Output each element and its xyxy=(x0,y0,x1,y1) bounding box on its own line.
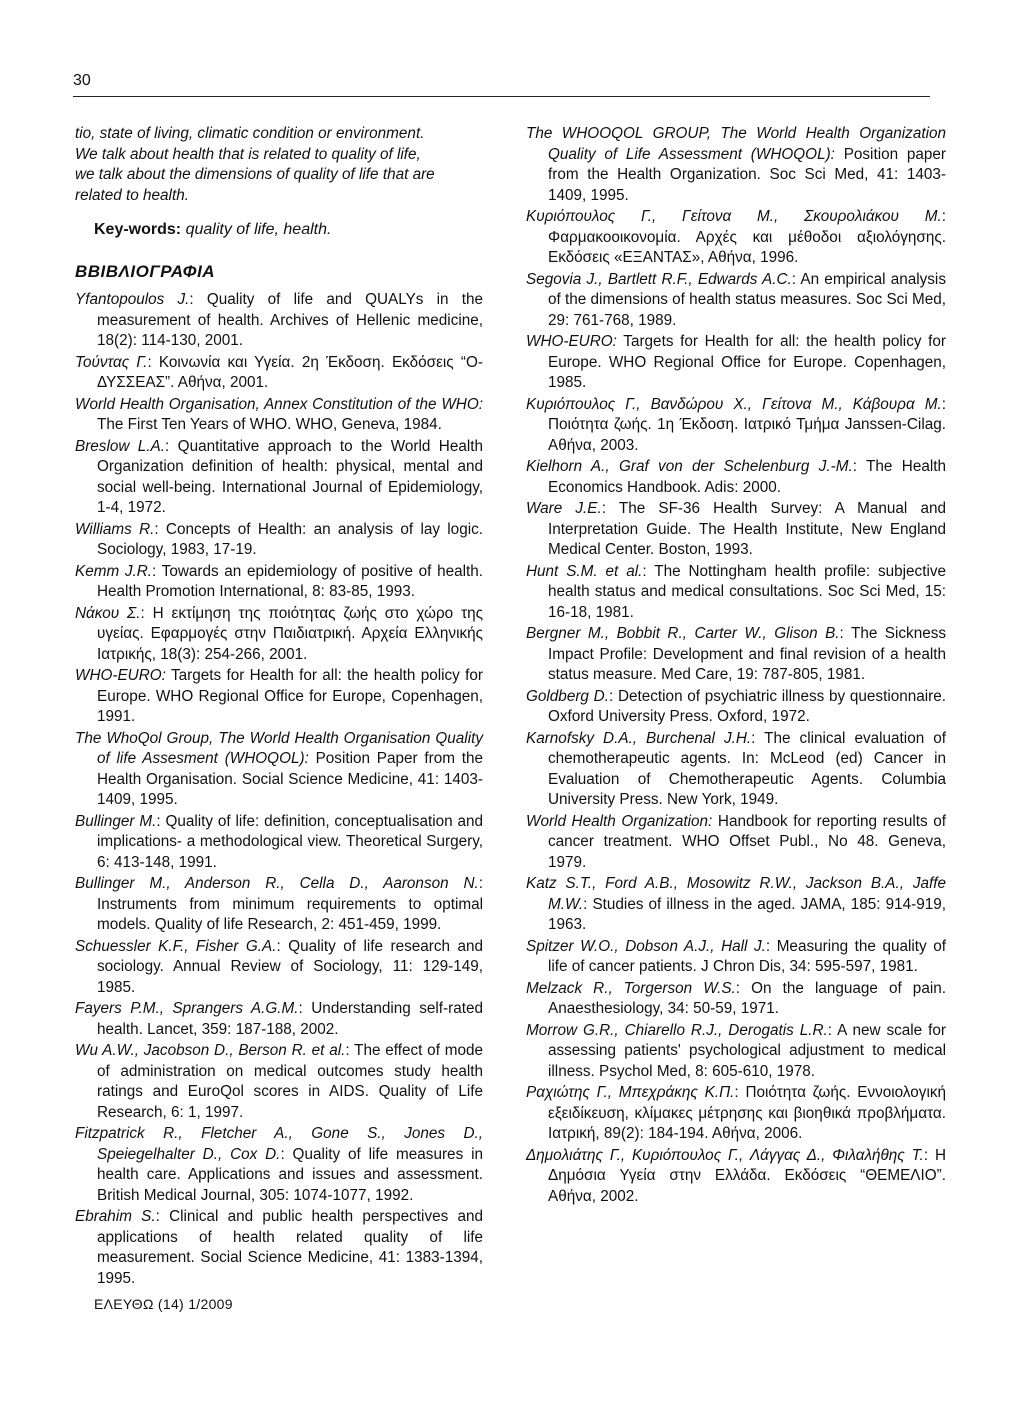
reference-entry xyxy=(75,874,483,936)
reference-entry xyxy=(75,1124,483,1206)
reference-authors: Bullinger M., Anderson R., Cella D., Aaronson N. xyxy=(75,875,479,892)
reference-text: : Φαρμακοοικονομία. Αρχές και μέθοδοι αξιολόγησης. Εκδόσεις «ΕΞΑΝΤΑΣ», Αθήνα, 1996. xyxy=(548,208,946,266)
reference-text: : Quality of life and QUALYs in the measurement of health. Archives of Hellenic medicine, 18(2): 114-130, 2001. xyxy=(97,291,484,349)
reference-text: : Quality of life measures in health care. Applications and issues and assessment. British Medical Journal, 305: 1074-1077, 1992. xyxy=(97,1145,483,1204)
reference-text: : The clinical evaluation of chemotherapeutic agents. In: McLeod (ed) Cancer in Evaluation of Chemotherapeutic Agents. Columbia University Press. New York, 1949. xyxy=(548,729,946,808)
keywords-label: Key-words: xyxy=(94,221,182,238)
reference-authors: Ebrahim S. xyxy=(75,1208,156,1225)
reference-text: : Studies of illness in the aged. JAMA, 185: 914-919, 1963. xyxy=(548,895,946,933)
reference-text: Position Paper from the Health Organisation. Social Science Medicine, 41: 1403-1409, 1995. xyxy=(97,750,483,808)
reference-text: The First Ten Years of WHO. WHO, Geneva, 1984. xyxy=(97,416,442,433)
reference-text: Position paper from the Health Organization. Soc Sci Med, 41: 1403-1409, 1995. xyxy=(548,145,946,204)
reference-entry xyxy=(526,812,946,874)
abstract-end xyxy=(75,124,483,206)
reference-entry xyxy=(526,332,946,394)
reference-authors: Melzack R., Torgerson W.S. xyxy=(526,979,736,997)
reference-authors: Bergner M., Bobbit R., Carter W., Glison B. xyxy=(526,625,840,642)
right-reference-list xyxy=(526,124,946,1207)
reference-authors: Goldberg D. xyxy=(526,687,609,705)
reference-authors: Κυριόπουλος Γ., Γείτονα Μ., Σκουρολιάκου Μ. xyxy=(526,208,942,225)
intro-line: we talk about the dimensions of quality of life that are xyxy=(75,166,435,183)
intro-line: related to health. xyxy=(75,186,189,204)
reference-authors: The WHOOQOL GROUP, The World Health Organization Quality of Life Assessment (WHOQOL): xyxy=(526,125,946,163)
reference-entry xyxy=(526,1146,946,1208)
reference-entry xyxy=(75,604,483,666)
reference-authors: Ραχιώτης Γ., Μπεχράκης Κ.Π. xyxy=(526,1084,735,1101)
reference-entry xyxy=(526,499,946,561)
reference-entry xyxy=(526,687,946,728)
reference-authors: Morrow G.R., Chiarello R.J., Derogatis L.R. xyxy=(526,1021,828,1039)
reference-text: : Understanding self-rated health. Lancet, 359: 187-188, 2002. xyxy=(97,1000,484,1038)
reference-entry xyxy=(75,290,483,352)
reference-text: : A new scale for assessing patients' psychological adjustment to medical illness. Psychol Med, 8: 605-610, 1978. xyxy=(548,1021,946,1080)
reference-authors: Williams R. xyxy=(75,520,155,538)
reference-authors: Yfantopoulos J. xyxy=(75,291,190,308)
reference-text: : Ποιότητα ζωής. 1η Έκδοση. Ιατρικό Τμήμα Janssen-Cilag. Αθήνα, 2003. xyxy=(548,395,946,454)
reference-text: : The SF-36 Health Survey: A Manual and Interpretation Guide. The Health Institute, New England Medical Center. Boston, 1993. xyxy=(548,500,946,558)
reference-text: : Quality of life: definition, conceptualisation and implications- a methodological view. Theoretical Surgery, 6: 413-148, 1991. xyxy=(97,812,484,871)
reference-entry xyxy=(526,874,946,936)
reference-entry xyxy=(526,729,946,811)
reference-authors: Katz S.T., Ford A.B., Mosowitz R.W., Jackson B.A., Jaffe M.W. xyxy=(526,875,946,913)
page-number: 30 xyxy=(73,72,91,89)
reference-authors: World Health Organization: xyxy=(526,812,713,830)
reference-entry xyxy=(75,1207,483,1289)
reference-entry xyxy=(526,1083,946,1145)
reference-authors: Kielhorn A., Graf von der Schelenburg J.-M. xyxy=(526,458,853,475)
reference-authors: Karnofsky D.A., Burchenal J.H. xyxy=(526,729,752,747)
reference-text: : Instruments from minimum requirements to optimal models. Quality of life Research, 2: 451-459, 1999. xyxy=(97,875,483,933)
reference-text: : Concepts of Health: an analysis of lay logic. Sociology, 1983, 17-19. xyxy=(97,520,483,558)
reference-entry xyxy=(75,437,483,519)
reference-text: : Η εκτίμηση της ποιότητας ζωής στο χώρο της υγείας. Εφαρμογές στην Παιδιατρική. Αρχεία Ελληνικής Ιατρικής, 18(3): 254-266, 2001. xyxy=(97,604,483,663)
reference-entry xyxy=(75,1041,483,1123)
reference-text: : The effect of mode of administration on medical outcomes study health ratings and EuroQol scores in AIDS. Quality of Life Research, 6: 1, 1997. xyxy=(97,1042,483,1121)
reference-text: : Quantitative approach to the World Health Organization definition of health: physical, mental and social well-being. International Journal of Epidemiology, 1-4, 1972. xyxy=(97,437,483,516)
reference-entry xyxy=(526,207,946,269)
reference-entry xyxy=(75,520,483,561)
reference-entry xyxy=(75,562,483,603)
reference-text: : Detection of psychiatric illness by questionnaire. Oxford University Press. Oxford, 1972. xyxy=(548,687,946,725)
reference-text: : Measuring the quality of life of cancer patients. J Chron Dis, 34: 595-597, 1981. xyxy=(548,937,946,975)
left-column xyxy=(75,124,483,1290)
journal-footer: ΕΛΕΥΘΩ (14) 1/2009 xyxy=(94,1296,233,1312)
right-column xyxy=(526,124,946,1208)
reference-text: : An empirical analysis of the dimensions of health status measures. Soc Sci Med, 29: 761-768, 1989. xyxy=(548,270,946,329)
reference-entry xyxy=(75,937,483,999)
reference-text: : Towards an epidemiology of positive of health. Health Promotion International, 8: 83-85, 1993. xyxy=(97,562,483,600)
reference-text: Targets for Health for all: the health policy for Europe. WHO Regional Office for Europe. Copenhagen, 1985. xyxy=(548,333,946,391)
reference-authors: Breslow L.A. xyxy=(75,437,166,455)
reference-entry xyxy=(526,270,946,332)
reference-entry xyxy=(526,1021,946,1083)
reference-text: : Clinical and public health perspectives and applications of health related quality of life measurement. Social Science Medicine, 41: 1383-1394, 1995. xyxy=(97,1208,483,1287)
reference-entry xyxy=(526,457,946,498)
reference-authors: Schuessler K.F., Fisher G.A. xyxy=(75,937,277,955)
reference-authors: Kemm J.R. xyxy=(75,562,153,580)
reference-authors: Ware J.E. xyxy=(526,500,602,517)
reference-authors: Fayers P.M., Sprangers A.G.M. xyxy=(75,1000,299,1017)
reference-text: : Κοινωνία και Υγεία. 2η Έκδοση. Εκδόσεις “Ο-ΔΥΣΣΕΑΣ”. Αθήνα, 2001. xyxy=(97,353,483,391)
reference-entry xyxy=(526,624,946,686)
reference-entry xyxy=(526,937,946,978)
reference-authors: World Health Organisation, Annex Constitution of the WHO: xyxy=(75,395,483,413)
reference-authors: Νάκου Σ. xyxy=(75,604,141,622)
reference-entry xyxy=(526,979,946,1020)
keywords xyxy=(94,220,483,241)
reference-text: : Quality of life research and sociology. Annual Review of Sociology, 11: 129-149, 1985. xyxy=(97,937,483,996)
reference-text: Targets for Health for all: the health policy for Europe. WHO Regional Office for Europe, Copenhagen, 1991. xyxy=(97,667,483,725)
reference-authors: Τούντας Γ. xyxy=(75,353,148,371)
reference-text: : Η Δημόσια Υγεία στην Ελλάδα. Εκδόσεις “ΘΕΜΕΛΙΟ”. Αθήνα, 2002. xyxy=(548,1146,946,1205)
reference-authors: Segovia J., Bartlett R.F., Edwards A.C. xyxy=(526,270,792,288)
reference-text: : The Health Economics Handbook. Adis: 2000. xyxy=(548,458,946,496)
reference-entry xyxy=(75,999,483,1040)
reference-authors: Κυριόπουλος Γ., Βανδώρου Χ., Γείτονα Μ., Κάβουρα Μ. xyxy=(526,395,942,413)
reference-authors: Bullinger M. xyxy=(75,812,157,830)
reference-text: : The Nottingham health profile: subjective health status and medical consultations. Soc Sci Med, 15: 16-18, 1981. xyxy=(548,562,947,621)
reference-text: Handbook for reporting results of cancer treatment. WHO Offset Publ., No 48. Geneva, 1979. xyxy=(548,812,946,871)
reference-authors: The WhoQol Group, The World Health Organisation Quality of life Assesment (WHOQOL): xyxy=(75,729,483,767)
reference-entry xyxy=(526,124,946,206)
intro-line: tio, state of living, climatic condition or environment. xyxy=(75,125,425,142)
references-heading: ΒΒΙΒΛΙΟΓΡΑΦΙΑ xyxy=(75,261,216,281)
reference-entry xyxy=(75,395,483,436)
reference-text: : On the language of pain. Anaesthesiology, 34: 50-59, 1971. xyxy=(548,979,946,1017)
reference-entry xyxy=(75,812,483,874)
reference-entry xyxy=(526,395,946,457)
reference-authors: Fitzpatrick R., Fletcher A., Gone S., Jones D., Speiegelhalter D., Cox D. xyxy=(75,1125,483,1163)
reference-authors: WHO-EURO: xyxy=(526,333,617,350)
reference-authors: Hunt S.M. et al. xyxy=(526,562,643,580)
keywords-text: quality of life, health. xyxy=(185,221,332,238)
reference-authors: Wu A.W., Jacobson D., Berson R. et al. xyxy=(75,1042,346,1059)
reference-entry xyxy=(75,353,483,394)
reference-text: : The Sickness Impact Profile: Development and final revision of a health status measure. Med Care, 19: 787-805, 1981. xyxy=(548,625,947,683)
reference-entry xyxy=(75,666,483,728)
left-reference-list xyxy=(75,290,483,1289)
reference-text: : Ποιότητα ζωής. Εννοιολογική εξειδίκευση, κλίμακες μέτρησης και βιοηθικά προβλήματα. Ιατρική, 89(2): 184-194. Αθήνα, 2006. xyxy=(548,1084,946,1142)
reference-entry xyxy=(75,729,483,811)
reference-authors: WHO-EURO: xyxy=(75,667,166,684)
reference-authors: Spitzer W.O., Dobson A.J., Hall J. xyxy=(526,937,766,955)
reference-entry xyxy=(526,562,946,624)
top-rule xyxy=(73,96,930,97)
intro-line: We talk about health that is related to quality of life, xyxy=(75,145,421,163)
reference-authors: Δημολιάτης Γ., Κυριόπουλος Γ., Λάγγας Δ., Φιλαλήθης Τ. xyxy=(526,1146,924,1164)
